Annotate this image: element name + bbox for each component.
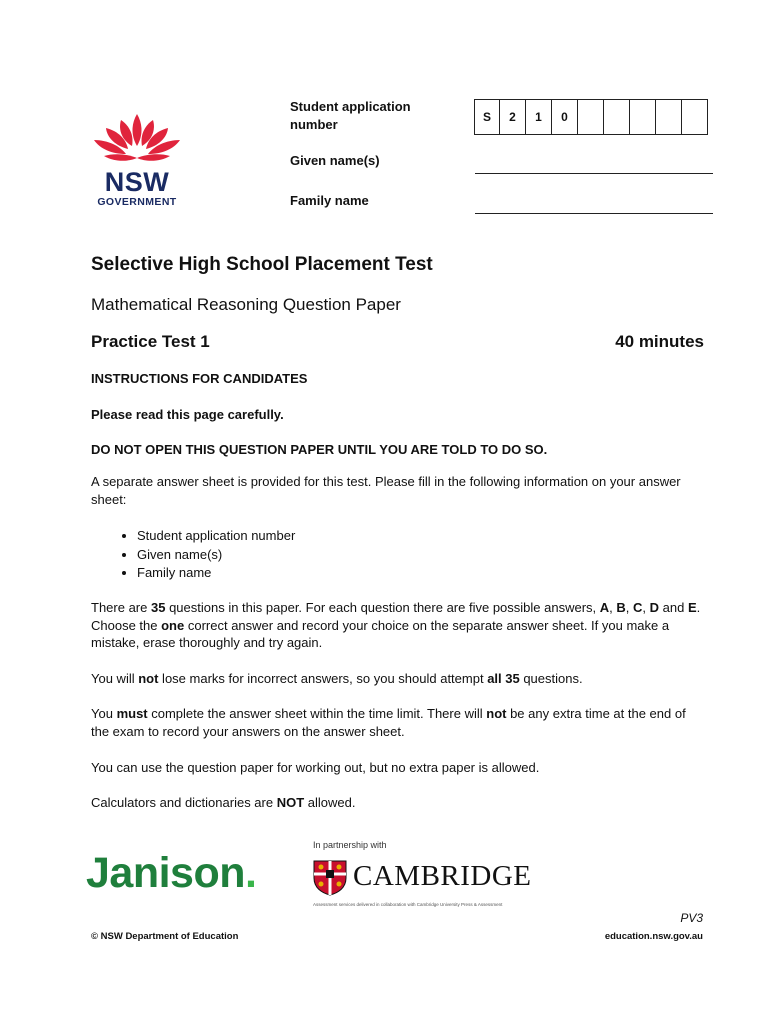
read-carefully-note: Please read this page carefully. bbox=[91, 407, 284, 422]
copyright-notice: © NSW Department of Education bbox=[91, 931, 239, 942]
digit-box[interactable] bbox=[604, 99, 630, 135]
instructions-heading: INSTRUCTIONS FOR CANDIDATES bbox=[91, 371, 308, 386]
marks-paragraph: You will not lose marks for incorrect answers, so you should attempt all 35 questions. bbox=[91, 671, 583, 686]
calculators-paragraph: Calculators and dictionaries are NOT allowed. bbox=[91, 795, 356, 810]
given-names-label: Given name(s) bbox=[290, 153, 380, 168]
do-not-open-warning: DO NOT OPEN THIS QUESTION PAPER UNTIL YOU ARE TOLD TO DO SO. bbox=[91, 442, 548, 457]
digit-box[interactable] bbox=[656, 99, 682, 135]
list-item: • Student application number bbox=[137, 527, 295, 546]
digit-box[interactable] bbox=[682, 99, 708, 135]
questions-paragraph: There are 35 questions in this paper. For each question there are five possible answers, A, B, C, D and E. Choose the one correct answer and record your choice on the separate answer sheet. If you make a mistake, erase thoroughly and try again. bbox=[91, 600, 701, 650]
application-number-boxes[interactable] bbox=[474, 99, 708, 135]
cambridge-shield-icon bbox=[313, 860, 347, 896]
given-names-write-line[interactable] bbox=[475, 173, 713, 174]
digit-box[interactable] bbox=[578, 99, 604, 135]
list-item: • Given name(s) bbox=[137, 546, 295, 565]
list-item: • Family name bbox=[137, 564, 295, 583]
family-name-write-line[interactable] bbox=[475, 213, 713, 214]
digit-box[interactable] bbox=[630, 99, 656, 135]
paper-subtitle: Mathematical Reasoning Question Paper bbox=[91, 295, 401, 314]
janison-logo: Janison. bbox=[86, 849, 257, 897]
cambridge-tagline: Assessment services delivered in collaboration with Cambridge University Press & Assessment bbox=[313, 902, 503, 907]
student-application-number-label: Student application number bbox=[290, 99, 411, 132]
paper-version: PV3 bbox=[680, 911, 703, 925]
nsw-government-logo bbox=[90, 112, 184, 207]
waratah-icon bbox=[90, 112, 184, 164]
working-out-paragraph: You can use the question paper for working out, but no extra paper is allowed. bbox=[91, 760, 540, 775]
digit-box[interactable]: 0 bbox=[552, 99, 578, 135]
nsw-wordmark: NSW bbox=[104, 167, 170, 197]
digit-box[interactable]: S bbox=[474, 99, 500, 135]
partnership-label: In partnership with bbox=[313, 840, 387, 850]
website-address: education.nsw.gov.au bbox=[604, 931, 703, 942]
practice-test-title: Practice Test 1 bbox=[91, 332, 210, 351]
test-title: Selective High School Placement Test bbox=[91, 254, 433, 275]
time-limit-paragraph: You must complete the answer sheet within the time limit. There will not be any extra time at the end of the exam to record your answers on the answer sheet. bbox=[91, 706, 686, 739]
answer-sheet-paragraph: A separate answer sheet is provided for this test. Please fill in the following information on your answer sheet: bbox=[91, 474, 681, 507]
digit-box[interactable]: 2 bbox=[500, 99, 526, 135]
test-duration: 40 minutes bbox=[615, 332, 704, 351]
digit-box[interactable]: 1 bbox=[526, 99, 552, 135]
government-wordmark: GOVERNMENT bbox=[97, 196, 177, 208]
answer-sheet-info-list bbox=[113, 527, 295, 583]
cambridge-wordmark: CAMBRIDGE bbox=[353, 860, 532, 892]
family-name-label: Family name bbox=[290, 193, 369, 208]
